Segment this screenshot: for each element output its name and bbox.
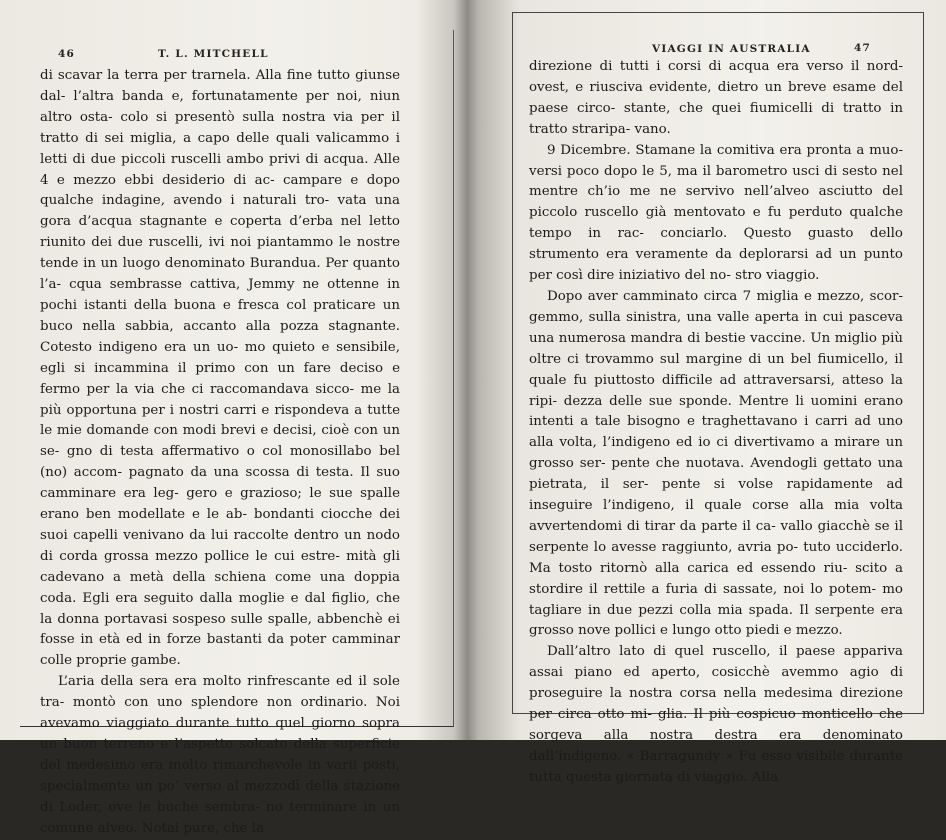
- paragraph: di scavar la terra per trarnela. Alla fine tutto giunse dal- l’altra banda e, fortunatamente per noi, niun altro osta- colo si presentò sulla nostra via per il tratto di sei miglia, a capo delle quali valicammo i letti di due piccoli ruscelli ambo privi di acqua. Alle 4 e mezzo ebbi desiderio di ac- campare e dopo qualche indagine, avendo i naturali tro- vata una gora d’acqua stagnante e coperta d’erba nel letto riunito dei due ruscelli, ivi noi piantammo le nostre tende in un luogo denominato Burandua. Per quanto l’a- cqua sembrasse cattiva, Jemmy ne ottenne in pochi istanti della buona e fresca col praticare un buco nella sabbia, accanto alla pozza stagnante. Cotesto indigeno era un uo- mo quieto e sensibile, egli si incammina il primo con un fare deciso e fermo per la via che ci raccomandava sicco- me la più opportuna per i nostri carri e rispondeva a tutte le mie domande con modi brevi e decisi, cioè con un se- gno di testa affermativo o col monosillabo bel (no) accom- pagnato da una scossa di testa. Il suo camminare era leg- gero e grazioso; le sue spalle erano ben modellate e le ab- bondanti ciocche dei suoi capelli venivano da lui raccolte dentro un nodo di corda grossa mezzo pollice le cui estre- mità gli cadevano a metà della schiena come una doppia coda. Egli era seguito dalla moglie e dal figlio, che la donna portavasi sospeso sulle spalle, abbenchè ei fosse in età ed in forze bastanti da poter camminar colle proprie gambe.: [40, 68, 400, 669]
- page-number: 47: [854, 42, 872, 54]
- body-text: [40, 66, 400, 840]
- left-page: [0, 0, 472, 836]
- paragraph: 9 Dicembre. Stamane la comitiva era pronta a muo- versi poco dopo le 5, ma il barometro usci di sesto nel mentre ch’io me ne servivo nell’alveo asciutto del piccolo ruscello già mentovato e fu perduto qualche tempo in rac- conciarlo. Questo guasto dello strumento era veramente da deplorarsi ad un punto per così dire iniziativo del no- stro viaggio.: [529, 142, 903, 284]
- paragraph: Dopo aver camminato circa 7 miglia e mezzo, scor- gemmo, sulla sinistra, una valle aperta in cui pasceva una numerosa mandra di bestie vaccine. Un miglio più oltre ci trovammo sul margine di un bel fiumicello, il quale fu piuttosto difficile ad attraversarsi, atteso la ripi- dezza delle sue sponde. Mentre li uomini erano intenti a tale bisogno e traghettavano i carri ad uno alla volta, l’indigeno ed io ci divertivamo a mirare un grosso ser- pente che nuotava. Avendogli gettato una pietrata, il ser- pente si volse rapidamente ad inseguire l’indigeno, il quale corse alla mia volta avvertendomi di tirar da parte il ca- vallo giacchè se il serpente lo avesse raggiunto, avria po- tuto ucciderlo. Ma tosto ritornò alla carica ed essendo riu- scito a stordire il rettile a furia di sassate, noi lo potem- mo tagliare in due pezzi colla mia spada. Il serpente era grosso nove pollici e lungo otto piedi e mezzo.: [529, 288, 903, 639]
- paragraph: Dall’altro lato di quel ruscello, il paese appariva assai piano ed aperto, cosicchè avemmo agio di proseguire la nostra corsa nella medesima direzione per circa otto mi- glia. Il più cospicuo monticello che sorgeva alla nostra destra era denominato dall’indigeno. « Barragundy » Fu esso visibile durante tutta questa giornata di viaggio. Alla: [529, 644, 903, 785]
- running-head: VIAGGI IN AUSTRALIA: [652, 43, 811, 55]
- paragraph: direzione di tutti i corsi di acqua era verso il nord-ovest, e riusciva evidente, dietro un breve esame del paese circo- stante, che quei fiumicelli di tratto in tratto straripa- vano.: [529, 59, 903, 137]
- running-head: T. L. MITCHELL: [158, 48, 269, 60]
- body-text: [529, 57, 903, 789]
- right-page: [474, 0, 946, 785]
- page-number: 46: [58, 48, 76, 60]
- paragraph: L’aria della sera era molto rinfrescante ed il sole tra- montò con uno splendore non ordinario. Noi avevamo viaggiato durante tutto quel giorno sopra un buon terreno e l’aspetto solcato della superficie del medesimo era molto rimarchevole in varii posti, specialmente un po’ verso al mezzodì della stazione di Loder, ove le buche sembra- no terminare in un comune alveo. Notai pure, che la: [40, 674, 400, 836]
